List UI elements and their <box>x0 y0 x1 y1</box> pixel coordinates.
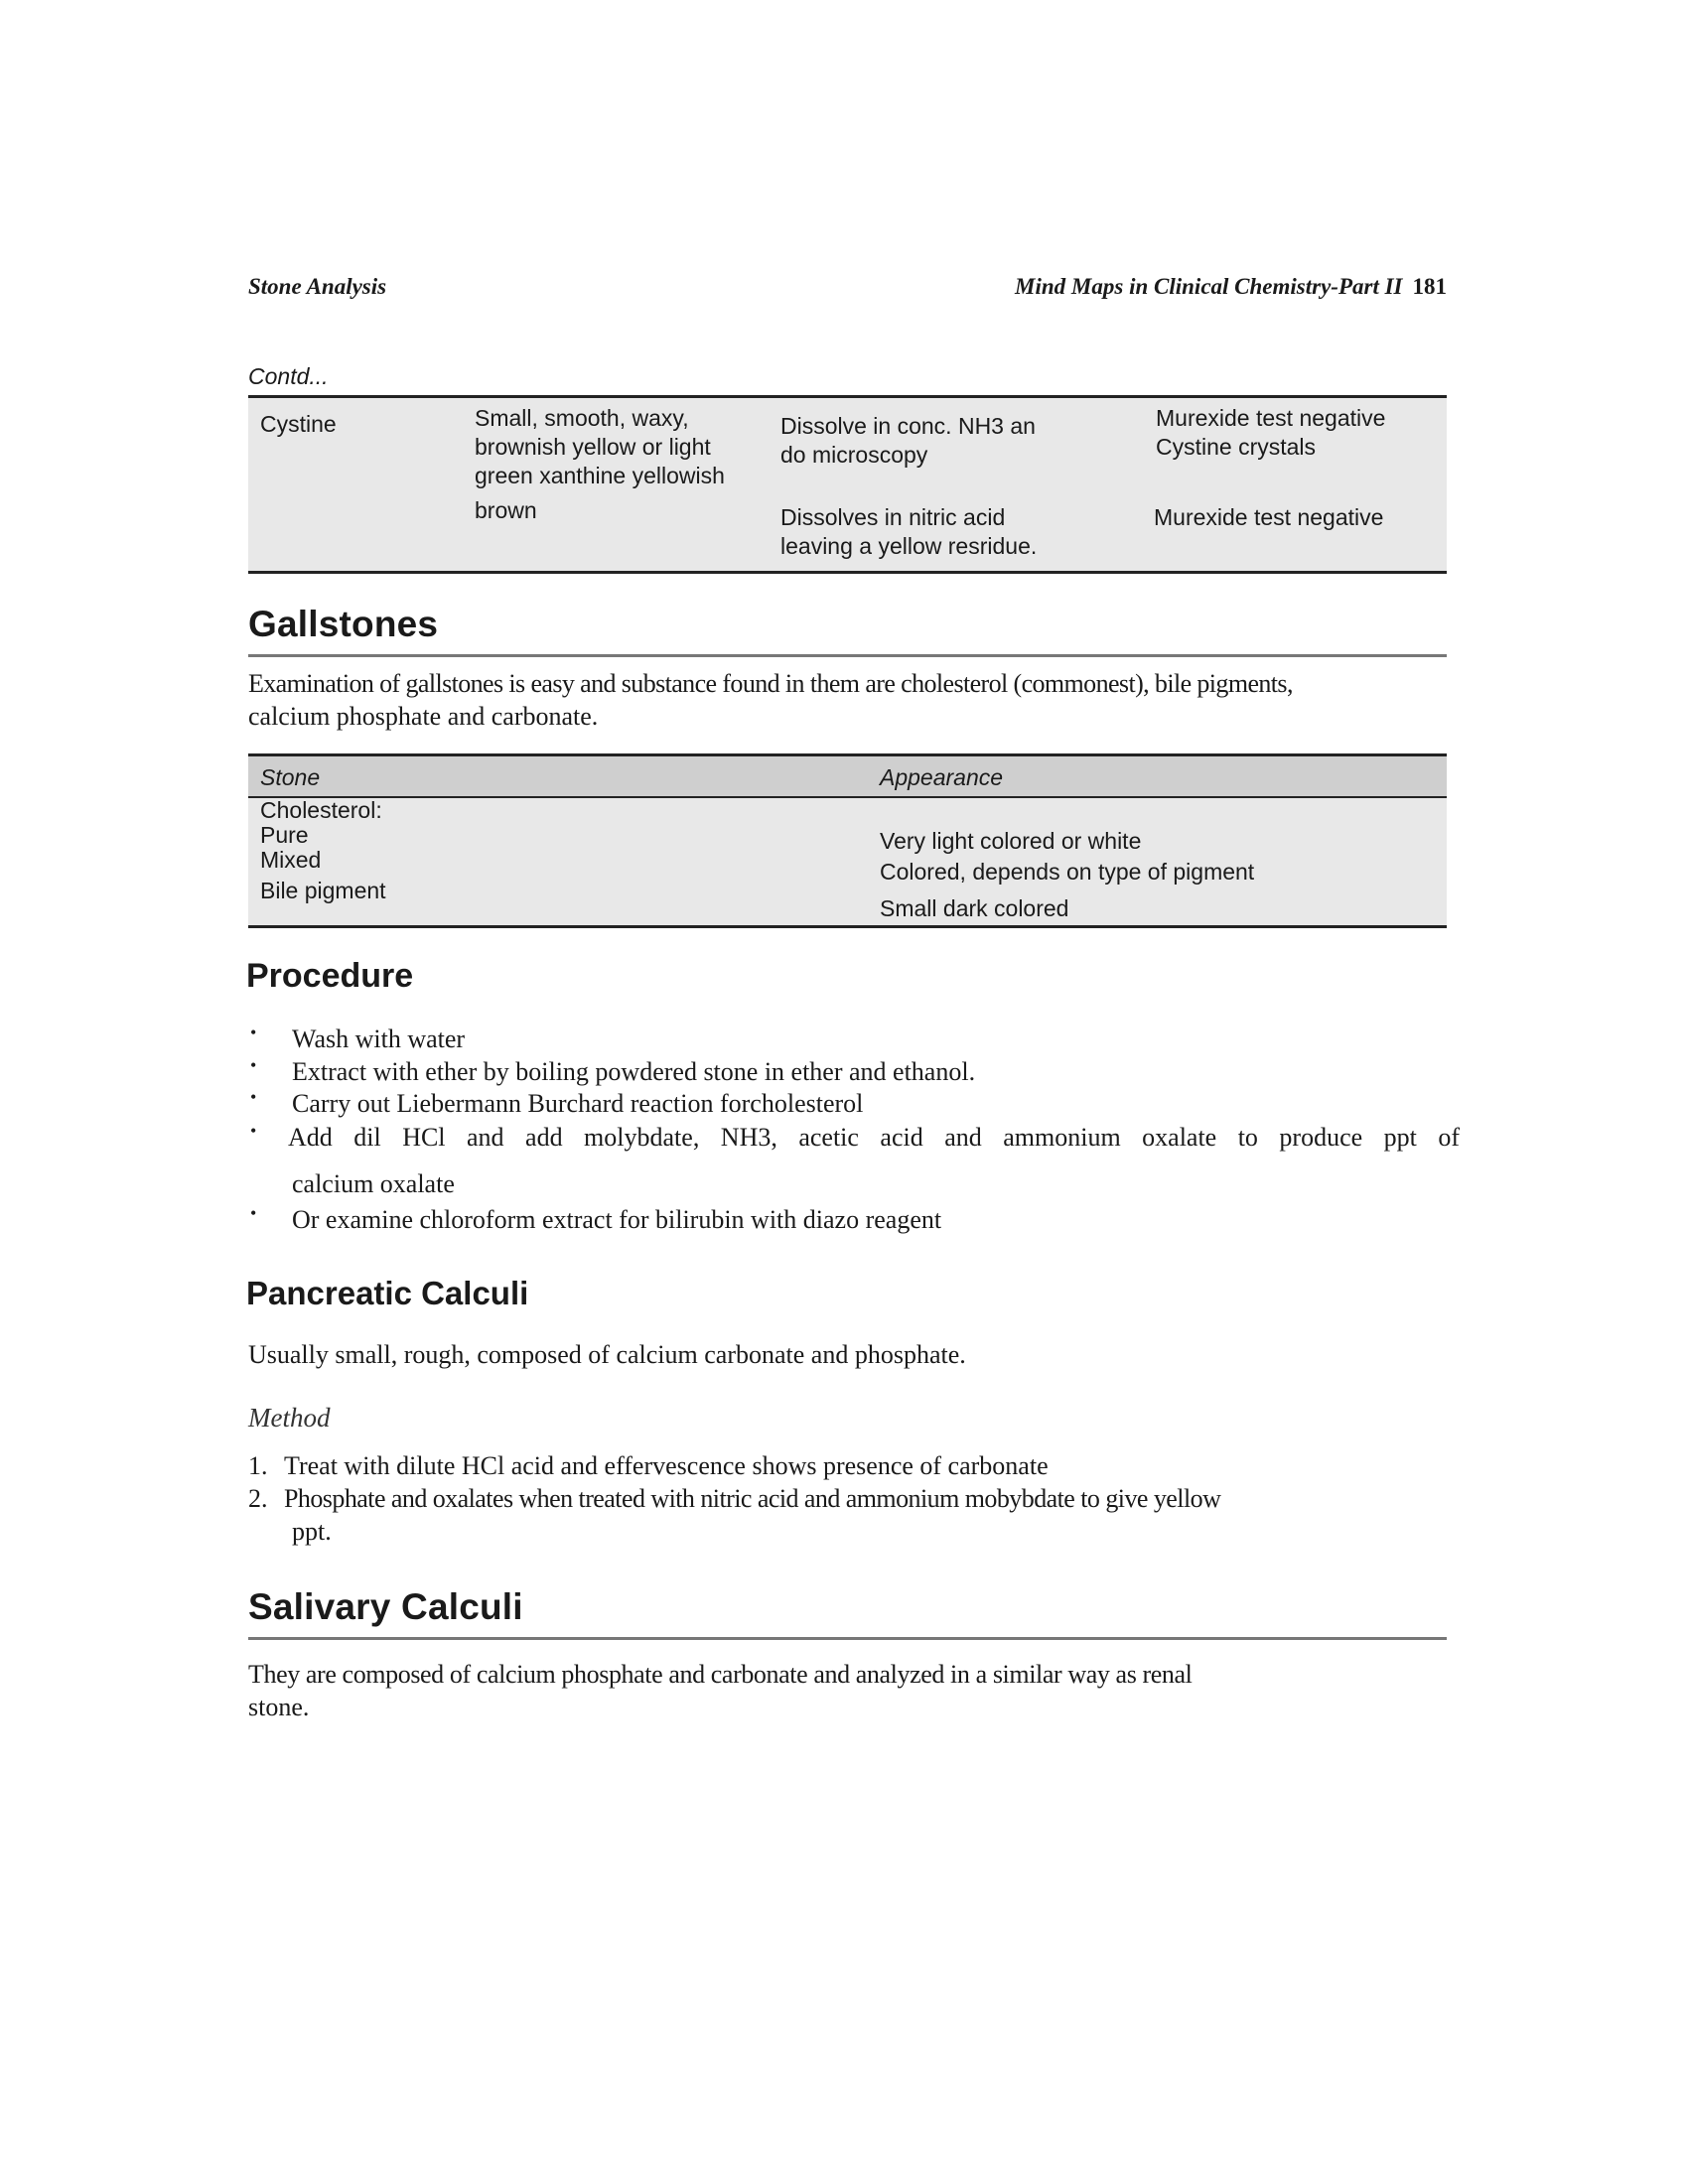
header-book-title <box>1015 274 1447 300</box>
stone-type: Pure <box>260 822 309 848</box>
gallstone-table-header <box>248 753 1447 799</box>
stone-column <box>260 798 386 903</box>
intro-line: Examination of gallstones is easy and substance found in them are cholesterol (commonest), bile pigments, <box>248 669 1293 698</box>
stone-type: Cholesterol: <box>260 797 382 823</box>
gallstones-intro <box>248 667 1460 733</box>
test-line: Dissolve in conc. NH3 an <box>780 413 1036 439</box>
salivary-line: They are composed of calcium phosphate and carbonate and analyzed in a similar way as renal <box>248 1660 1193 1689</box>
column-header-appearance: Appearance <box>880 764 1004 790</box>
bullet-icon: • <box>250 1203 257 1223</box>
bullet-icon: • <box>250 1121 257 1141</box>
salivary-heading: Salivary Calculi <box>248 1586 523 1627</box>
salivary-line: stone. <box>248 1693 310 1721</box>
test-cell-2 <box>780 503 1037 561</box>
pancreatic-heading: Pancreatic Calculi <box>246 1275 529 1311</box>
appearance-column <box>880 826 1254 924</box>
stone-appearance: Small dark colored <box>880 895 1069 921</box>
test-line: leaving a yellow resridue. <box>780 533 1038 559</box>
procedure-heading: Procedure <box>246 957 414 995</box>
salivary-heading-rule <box>248 1637 1447 1640</box>
stone-type: Bile pigment <box>260 878 386 903</box>
page-number: 181 <box>1412 274 1447 299</box>
renal-stone-table <box>248 395 1447 574</box>
result-line: Murexide test negative <box>1156 405 1386 431</box>
stone-appearance: Colored, depends on type of pigment <box>880 859 1255 885</box>
stone-appearance: Very light colored or white <box>880 828 1142 854</box>
appearance-line: brownish yellow or light <box>475 434 711 460</box>
column-header-stone: Stone <box>260 764 321 790</box>
bullet-icon: • <box>250 1087 257 1107</box>
intro-line: calcium phosphate and carbonate. <box>248 702 599 731</box>
continued-label: Contd... <box>248 363 329 389</box>
stone-type: Mixed <box>260 847 322 873</box>
appearance-line: brown <box>475 497 537 523</box>
salivary-text <box>248 1658 1460 1723</box>
result-line: Cystine crystals <box>1156 434 1317 460</box>
gallstones-heading: Gallstones <box>248 604 439 644</box>
gallstone-table-body <box>248 798 1447 928</box>
method-label: Method <box>248 1403 331 1433</box>
bullet-icon: • <box>250 1055 257 1075</box>
result-cell-1 <box>1156 404 1385 462</box>
gallstones-heading-rule <box>248 654 1447 657</box>
pancreatic-text <box>248 1338 1460 1371</box>
bullet-icon: • <box>250 1023 257 1042</box>
result-cell-2: Murexide test negative <box>1154 504 1384 530</box>
stone-name-cell: Cystine <box>260 411 337 437</box>
book-title: Mind Maps in Clinical Chemistry-Part II <box>1015 274 1403 299</box>
pancreatic-description: Usually small, rough, composed of calcium carbonate and phosphate. <box>248 1340 966 1369</box>
test-cell-1 <box>780 412 1036 470</box>
test-line: do microscopy <box>780 442 928 468</box>
header-section-title: Stone Analysis <box>248 274 387 299</box>
appearance-line: green xanthine yellowish <box>475 463 725 488</box>
test-line: Dissolves in nitric acid <box>780 504 1006 530</box>
running-header <box>248 274 1447 308</box>
appearance-line: Small, smooth, waxy, <box>475 405 689 431</box>
appearance-cell <box>475 404 725 525</box>
